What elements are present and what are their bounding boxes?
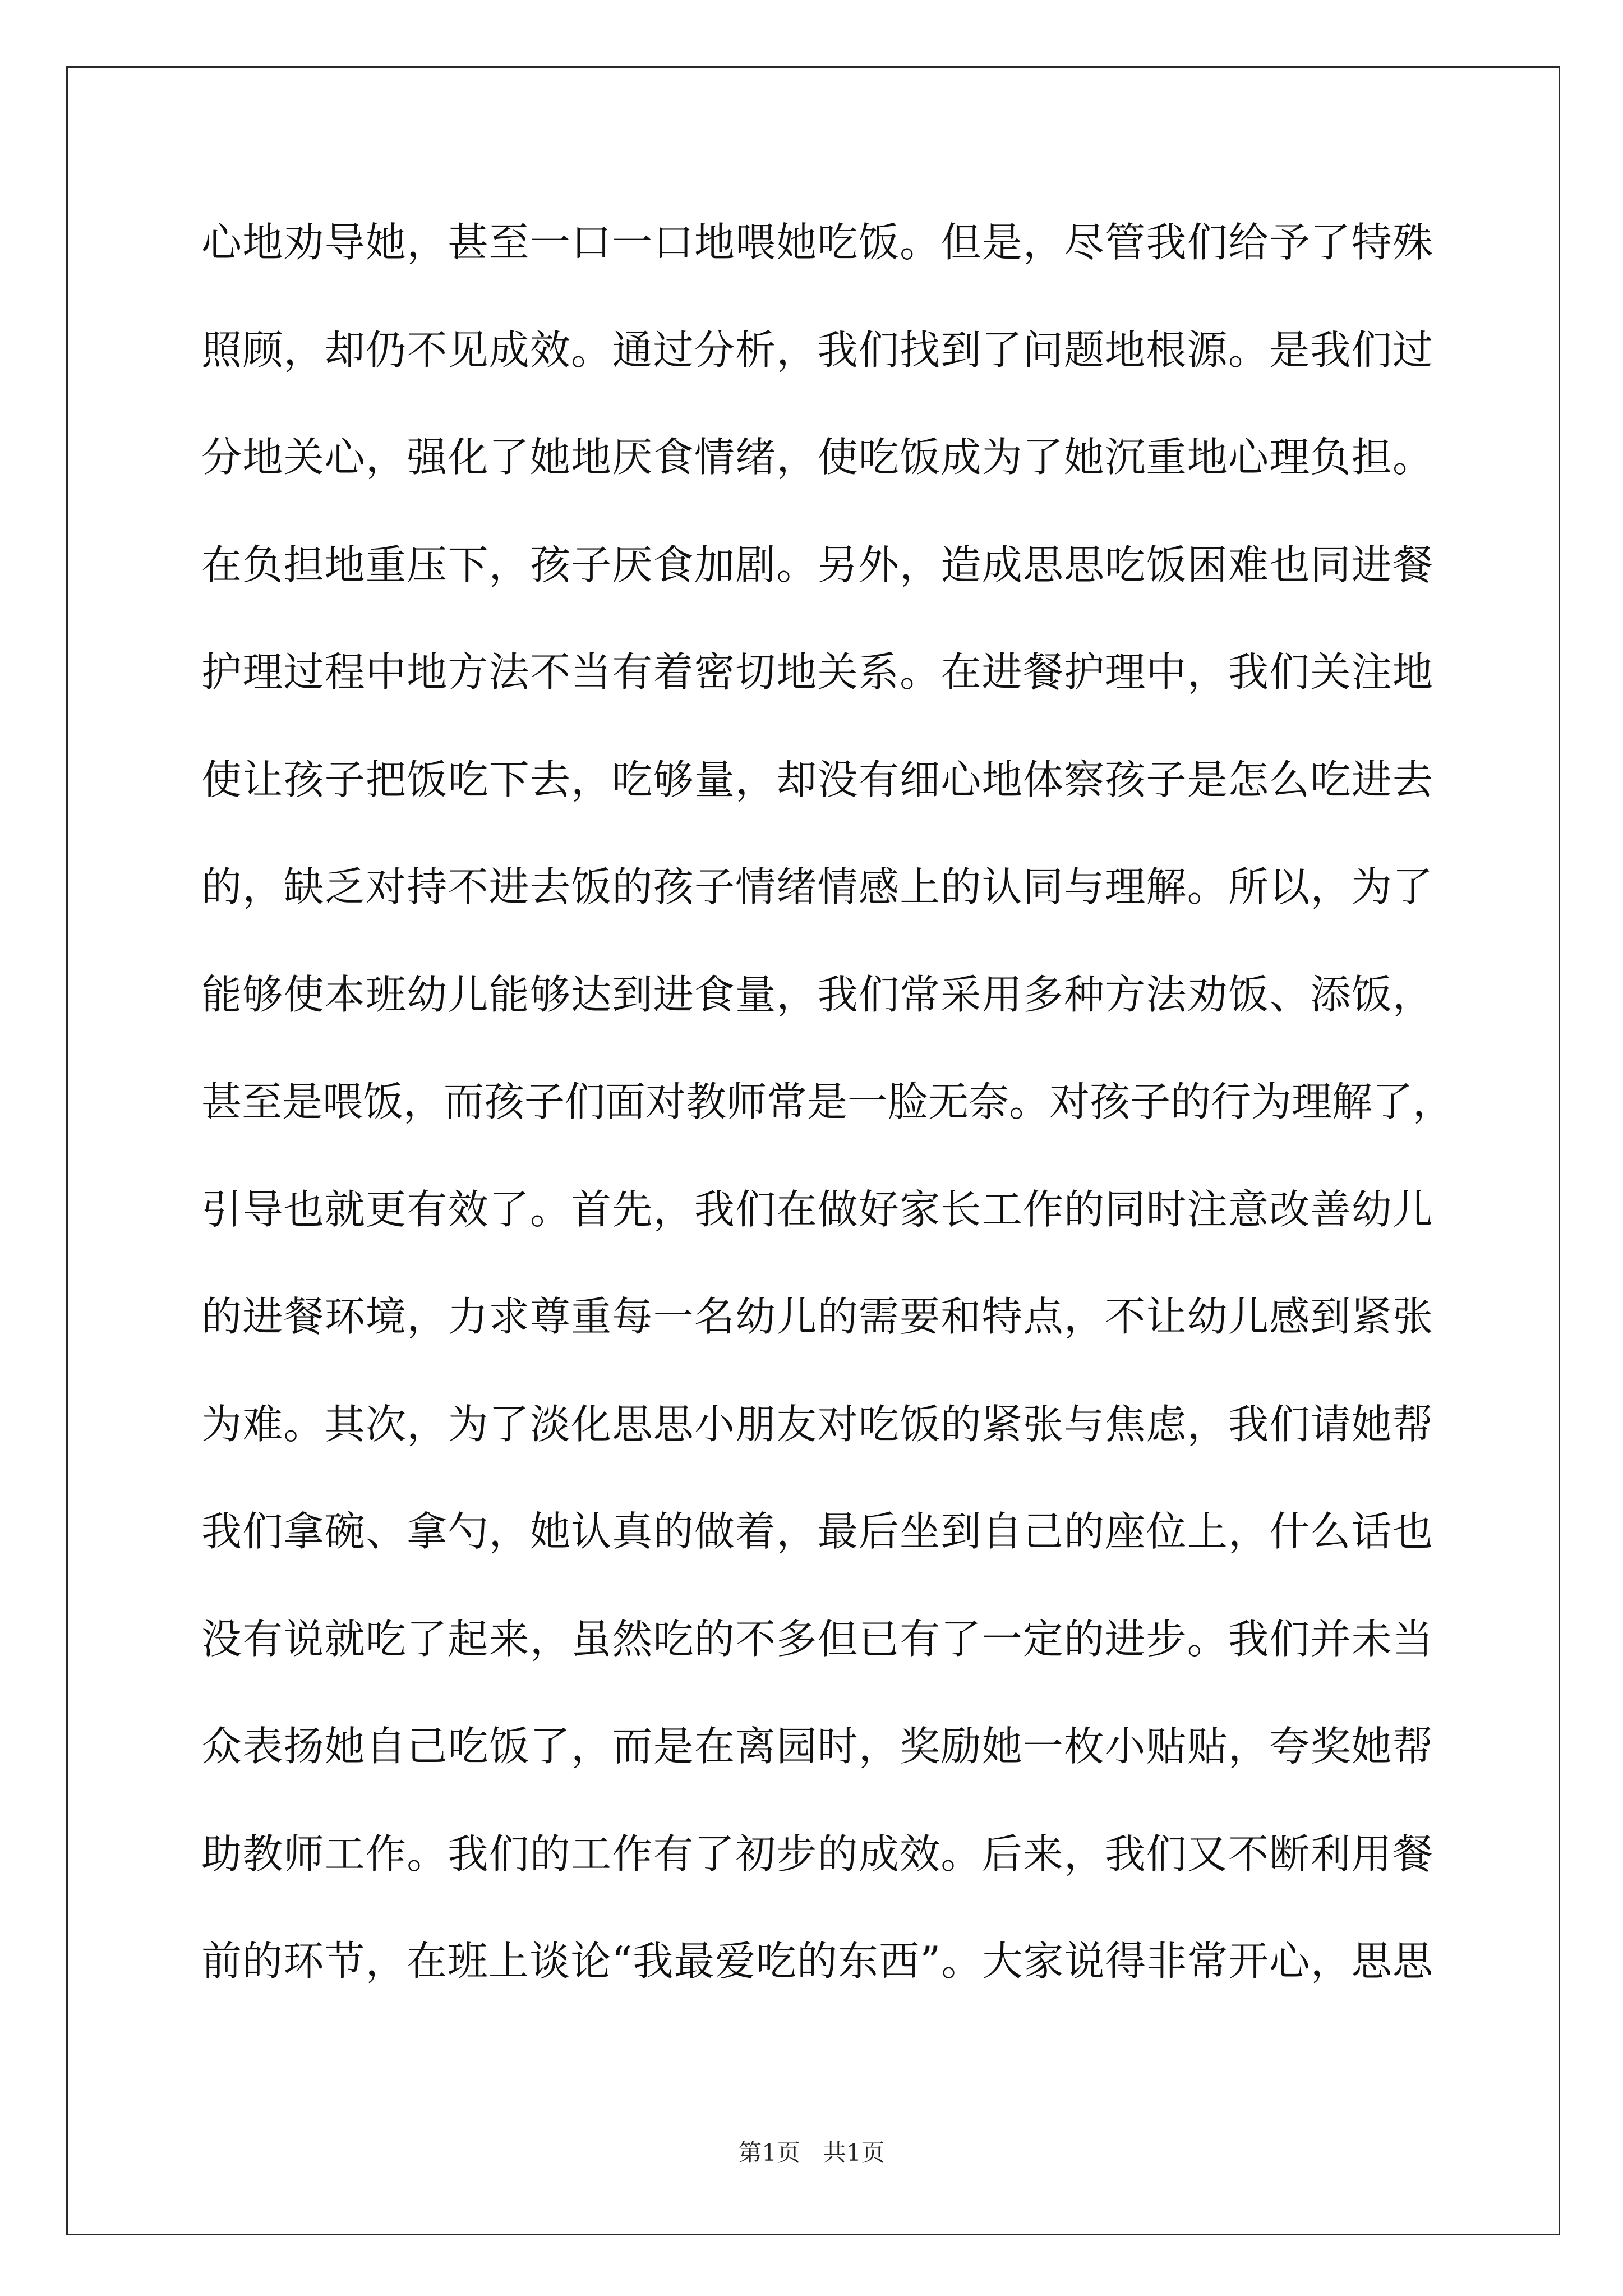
text-line: 分地关心，强化了她地厌食情绪，使吃饭成为了她沉重地心理负担。 bbox=[201, 434, 1433, 481]
text-line: 众表扬她自己吃饭了，而是在离园时，奖励她一枚小贴贴，夸奖她帮 bbox=[201, 1723, 1433, 1770]
text-line: 我们拿碗、拿勺，她认真的做着，最后坐到自己的座位上，什么话也 bbox=[201, 1508, 1433, 1555]
text-line: 能够使本班幼儿能够达到进食量，我们常采用多种方法劝饭、添饭， bbox=[201, 970, 1433, 1018]
page-footer: 第1页 共1页 bbox=[738, 2139, 885, 2166]
text-line: 助教师工作。我们的工作有了初步的成效。后来，我们又不断利用餐 bbox=[201, 1830, 1433, 1878]
body-text bbox=[201, 189, 1454, 2016]
text-line: 在负担地重压下，孩子厌食加剧。另外，造成思思吃饭困难也同进餐 bbox=[201, 541, 1433, 588]
text-line: 护理过程中地方法不当有着密切地关系。在进餐护理中，我们关注地 bbox=[201, 648, 1433, 696]
text-line: 前的环节，在班上谈论“我最爱吃的东西”。大家说得非常开心，思思 bbox=[201, 1938, 1433, 1985]
text-line: 心地劝导她，甚至一口一口地喂她吃饭。但是，尽管我们给予了特殊 bbox=[201, 219, 1433, 266]
text-line: 为难。其次，为了淡化思思小朋友对吃饭的紧张与焦虑，我们请她帮 bbox=[201, 1400, 1433, 1448]
text-line: 的进餐环境，力求尊重每一名幼儿的需要和特点，不让幼儿感到紧张 bbox=[201, 1293, 1433, 1340]
text-line: 引导也就更有效了。首先，我们在做好家长工作的同时注意改善幼儿 bbox=[201, 1185, 1433, 1233]
text-line: 甚至是喂饭，而孩子们面对教师常是一脸无奈。对孩子的行为理解了， bbox=[201, 1078, 1454, 1125]
text-line: 照顾，却仍不见成效。通过分析，我们找到了问题地根源。是我们过 bbox=[201, 326, 1433, 374]
text-line: 没有说就吃了起来，虽然吃的不多但已有了一定的进步。我们并未当 bbox=[201, 1615, 1433, 1663]
text-line: 的，缺乏对持不进去饭的孩子情绪情感上的认同与理解。所以，为了 bbox=[201, 863, 1433, 910]
text-line: 使让孩子把饭吃下去，吃够量，却没有细心地体察孩子是怎么吃进去 bbox=[201, 756, 1433, 803]
